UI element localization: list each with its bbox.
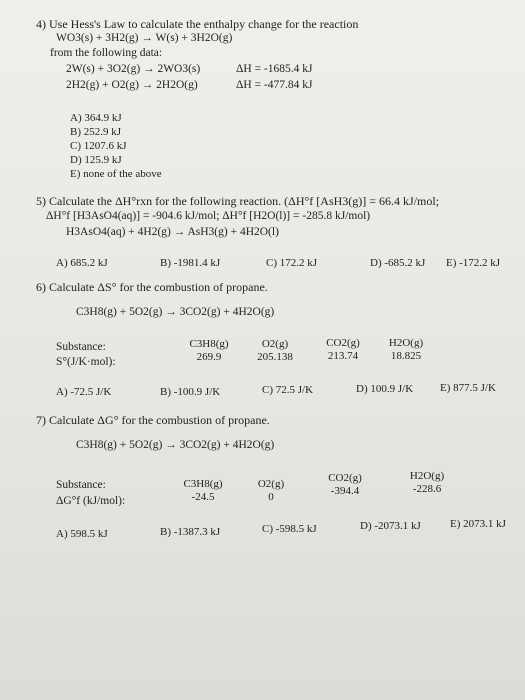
- q6-choice-c: C) 72.5 J/K: [262, 384, 314, 396]
- q5-prompt-data: ΔH°f [H3AsO4(aq)] = -904.6 kJ/mol; ΔH°f [H2O(l)] = -285.8 kJ/mol): [46, 210, 371, 222]
- q7-choice-a: A) 598.5 kJ: [56, 528, 108, 540]
- q7-column-c3h8: C3H8(g) -24.5: [183, 478, 223, 503]
- q5-choice-e: E) -172.2 kJ: [446, 257, 501, 269]
- q7-choice-c: C) -598.5 kJ: [262, 523, 317, 535]
- q5-choice-d: D) -685.2 kJ: [370, 257, 426, 269]
- q7-gibbs-label: ΔG°f (kJ/mol):: [56, 495, 126, 507]
- q4-data2-enthalpy: ΔH = -477.84 kJ: [236, 79, 313, 91]
- q6-reaction: C3H8(g) + 5O2(g) → 3CO2(g) + 4H2O(g): [76, 306, 275, 318]
- q5-reaction: H3AsO4(aq) + 4H2(g) → AsH3(g) + 4H2O(l): [66, 226, 279, 238]
- q4-data1-equation: 2W(s) + 3O2(g) → 2WO3(s): [66, 63, 201, 75]
- q6-choice-a: A) -72.5 J/K: [56, 386, 112, 398]
- q6-choice-d: D) 100.9 J/K: [356, 383, 414, 395]
- q7-prompt: 7) Calculate ΔG° for the combustion of propane.: [36, 413, 270, 427]
- q5-prompt: 5) Calculate the ΔH°rxn for the following reaction. (ΔH°f [AsH3(g)] = 66.4 kJ/mol;: [36, 194, 440, 208]
- q7-choice-b: B) -1387.3 kJ: [160, 526, 221, 538]
- q6-column-h2o: H2O(g) 18.825: [388, 337, 424, 362]
- q4-from: from the following data:: [50, 47, 163, 59]
- q5-choice-a: A) 685.2 kJ: [56, 257, 108, 269]
- q4-choice-c: C) 1207.6 kJ: [70, 140, 127, 152]
- q6-prompt: 6) Calculate ΔS° for the combustion of propane.: [36, 280, 268, 294]
- q6-column-co2: CO2(g) 213.74: [326, 337, 360, 362]
- q4-choice-e: E) none of the above: [70, 168, 162, 180]
- q6-column-o2: O2(g) 205.138: [257, 338, 293, 363]
- q7-substance-label: Substance:: [56, 479, 106, 491]
- q6-entropy-label: S°(J/K·mol):: [56, 356, 116, 368]
- q7-column-h2o: H2O(g) -228.6: [409, 470, 445, 495]
- q4-prompt: 4) Use Hess's Law to calculate the enthalpy change for the reaction: [36, 17, 359, 31]
- q7-choice-e: E) 2073.1 kJ: [450, 518, 506, 530]
- q4-data2-equation: 2H2(g) + O2(g) → 2H2O(g): [66, 79, 198, 91]
- q5-choice-b: B) -1981.4 kJ: [160, 257, 221, 269]
- q5-choice-c: C) 172.2 kJ: [266, 257, 318, 269]
- q6-substance-label: Substance:: [56, 341, 106, 353]
- q6-choice-e: E) 877.5 J/K: [440, 382, 496, 394]
- q4-data1-enthalpy: ΔH = -1685.4 kJ: [236, 63, 313, 75]
- q7-column-o2: O2(g) 0: [257, 478, 285, 503]
- q7-choice-d: D) -2073.1 kJ: [360, 520, 421, 532]
- q4-reaction: WO3(s) + 3H2(g) → W(s) + 3H2O(g): [56, 32, 233, 44]
- q4-choice-d: D) 125.9 kJ: [70, 154, 122, 166]
- q6-column-c3h8: C3H8(g) 269.9: [189, 338, 229, 363]
- q7-column-co2: CO2(g) -394.4: [328, 472, 362, 497]
- q4-choice-b: B) 252.9 kJ: [70, 126, 122, 138]
- q7-reaction: C3H8(g) + 5O2(g) → 3CO2(g) + 4H2O(g): [76, 439, 275, 451]
- q4-choice-a: A) 364.9 kJ: [70, 112, 122, 124]
- q6-choice-b: B) -100.9 J/K: [160, 386, 221, 398]
